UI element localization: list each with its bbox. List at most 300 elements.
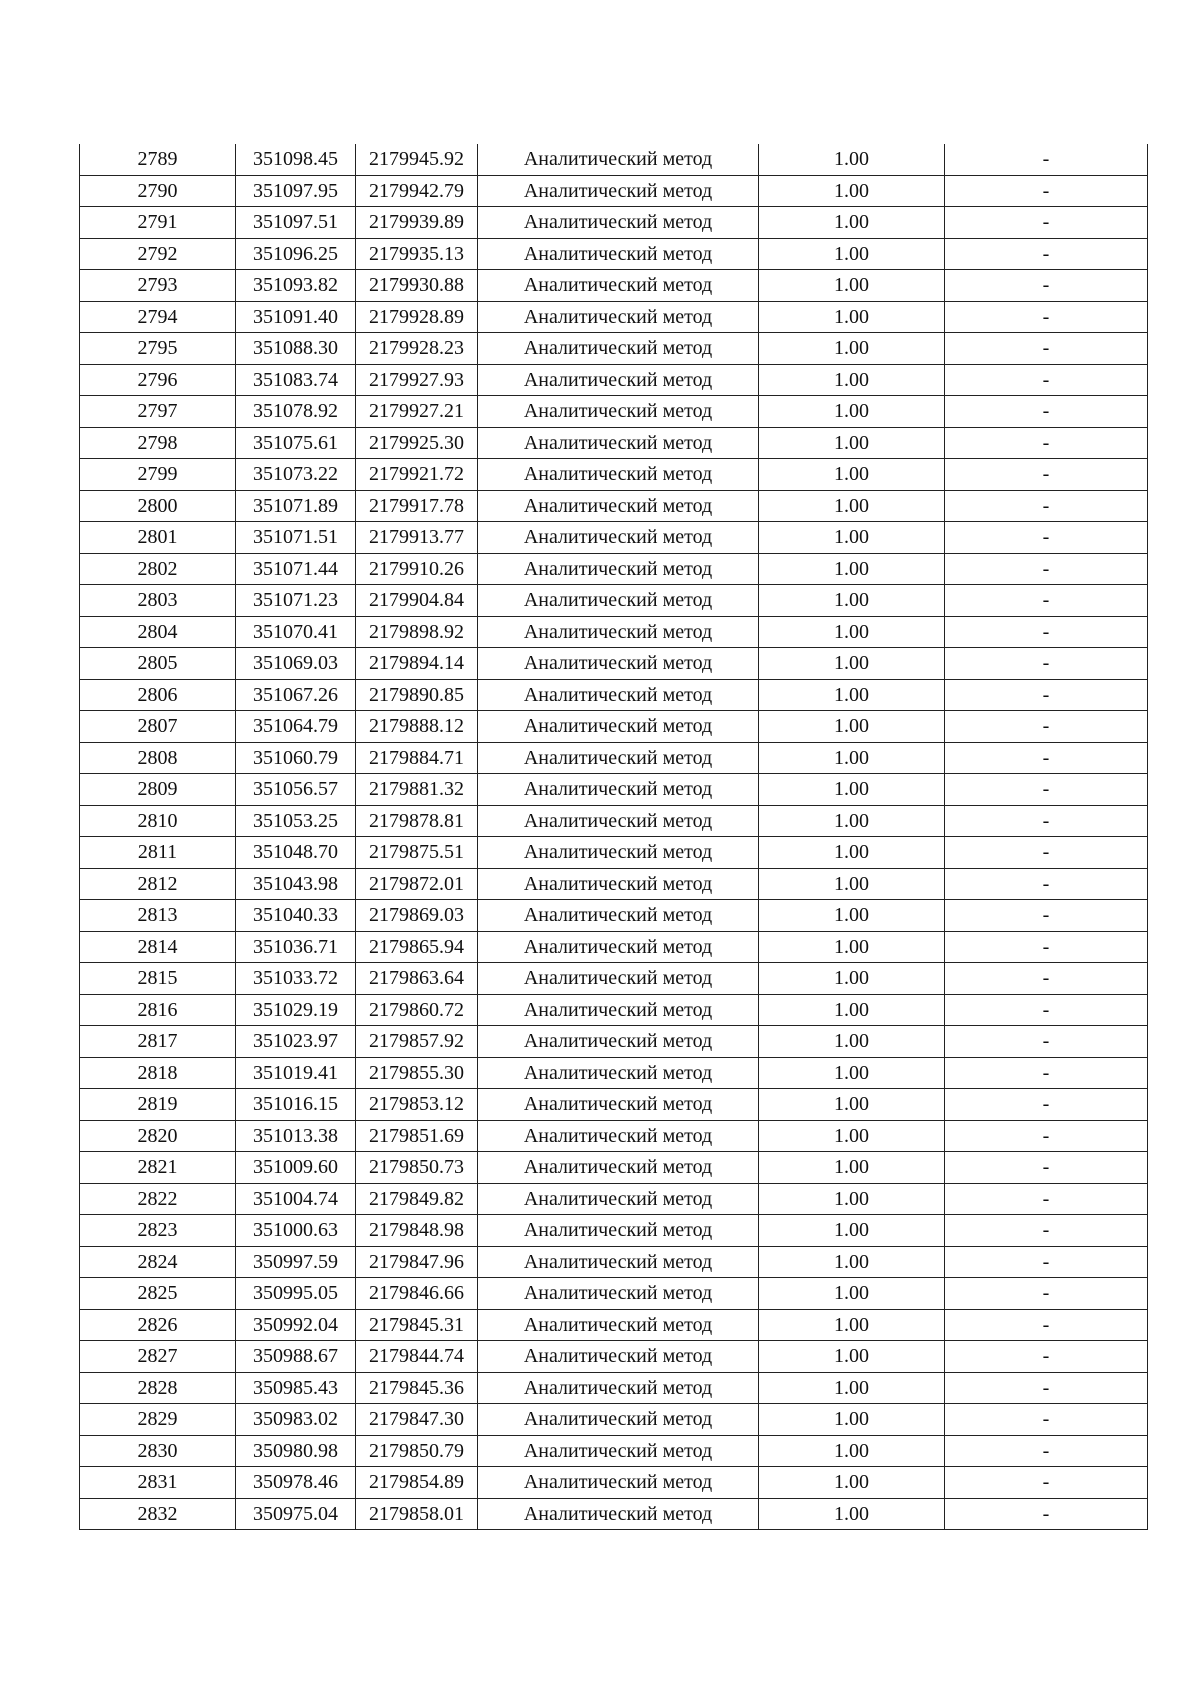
table-row bbox=[80, 711, 1148, 743]
note-cell: - bbox=[945, 1309, 1148, 1341]
method-cell: Аналитический метод bbox=[478, 1404, 759, 1436]
note-cell: - bbox=[945, 1152, 1148, 1184]
table-row bbox=[80, 207, 1148, 239]
x-coordinate-cell: 351043.98 bbox=[236, 868, 356, 900]
y-coordinate-cell: 2179869.03 bbox=[356, 900, 478, 932]
point-number-cell: 2829 bbox=[80, 1404, 236, 1436]
accuracy-cell: 1.00 bbox=[759, 1246, 945, 1278]
accuracy-cell: 1.00 bbox=[759, 1467, 945, 1499]
method-cell: Аналитический метод bbox=[478, 742, 759, 774]
note-cell: - bbox=[945, 238, 1148, 270]
point-number-cell: 2789 bbox=[80, 144, 236, 175]
note-cell: - bbox=[945, 1278, 1148, 1310]
method-cell: Аналитический метод bbox=[478, 1120, 759, 1152]
method-cell: Аналитический метод bbox=[478, 1183, 759, 1215]
y-coordinate-cell: 2179942.79 bbox=[356, 175, 478, 207]
y-coordinate-cell: 2179863.64 bbox=[356, 963, 478, 995]
method-cell: Аналитический метод bbox=[478, 301, 759, 333]
note-cell: - bbox=[945, 1498, 1148, 1530]
note-cell: - bbox=[945, 963, 1148, 995]
y-coordinate-cell: 2179850.79 bbox=[356, 1435, 478, 1467]
method-cell: Аналитический метод bbox=[478, 522, 759, 554]
y-coordinate-cell: 2179865.94 bbox=[356, 931, 478, 963]
method-cell: Аналитический метод bbox=[478, 616, 759, 648]
point-number-cell: 2799 bbox=[80, 459, 236, 491]
y-coordinate-cell: 2179921.72 bbox=[356, 459, 478, 491]
x-coordinate-cell: 351009.60 bbox=[236, 1152, 356, 1184]
method-cell: Аналитический метод bbox=[478, 711, 759, 743]
note-cell: - bbox=[945, 1404, 1148, 1436]
x-coordinate-cell: 351091.40 bbox=[236, 301, 356, 333]
table-row bbox=[80, 585, 1148, 617]
note-cell: - bbox=[945, 1089, 1148, 1121]
method-cell: Аналитический метод bbox=[478, 648, 759, 680]
accuracy-cell: 1.00 bbox=[759, 175, 945, 207]
method-cell: Аналитический метод bbox=[478, 805, 759, 837]
point-number-cell: 2816 bbox=[80, 994, 236, 1026]
method-cell: Аналитический метод bbox=[478, 679, 759, 711]
point-number-cell: 2798 bbox=[80, 427, 236, 459]
note-cell: - bbox=[945, 175, 1148, 207]
method-cell: Аналитический метод bbox=[478, 490, 759, 522]
point-number-cell: 2810 bbox=[80, 805, 236, 837]
accuracy-cell: 1.00 bbox=[759, 238, 945, 270]
method-cell: Аналитический метод bbox=[478, 1467, 759, 1499]
point-number-cell: 2792 bbox=[80, 238, 236, 270]
x-coordinate-cell: 351071.23 bbox=[236, 585, 356, 617]
point-number-cell: 2807 bbox=[80, 711, 236, 743]
y-coordinate-cell: 2179945.92 bbox=[356, 144, 478, 175]
point-number-cell: 2803 bbox=[80, 585, 236, 617]
table-row bbox=[80, 490, 1148, 522]
method-cell: Аналитический метод bbox=[478, 1246, 759, 1278]
y-coordinate-cell: 2179844.74 bbox=[356, 1341, 478, 1373]
note-cell: - bbox=[945, 994, 1148, 1026]
x-coordinate-cell: 351060.79 bbox=[236, 742, 356, 774]
table-row bbox=[80, 364, 1148, 396]
x-coordinate-cell: 351075.61 bbox=[236, 427, 356, 459]
point-number-cell: 2831 bbox=[80, 1467, 236, 1499]
accuracy-cell: 1.00 bbox=[759, 1152, 945, 1184]
accuracy-cell: 1.00 bbox=[759, 1278, 945, 1310]
x-coordinate-cell: 351073.22 bbox=[236, 459, 356, 491]
method-cell: Аналитический метод bbox=[478, 1435, 759, 1467]
y-coordinate-cell: 2179917.78 bbox=[356, 490, 478, 522]
accuracy-cell: 1.00 bbox=[759, 301, 945, 333]
x-coordinate-cell: 351029.19 bbox=[236, 994, 356, 1026]
x-coordinate-cell: 351071.89 bbox=[236, 490, 356, 522]
y-coordinate-cell: 2179939.89 bbox=[356, 207, 478, 239]
method-cell: Аналитический метод bbox=[478, 963, 759, 995]
x-coordinate-cell: 350988.67 bbox=[236, 1341, 356, 1373]
note-cell: - bbox=[945, 868, 1148, 900]
y-coordinate-cell: 2179845.31 bbox=[356, 1309, 478, 1341]
y-coordinate-cell: 2179850.73 bbox=[356, 1152, 478, 1184]
accuracy-cell: 1.00 bbox=[759, 1120, 945, 1152]
accuracy-cell: 1.00 bbox=[759, 1057, 945, 1089]
method-cell: Аналитический метод bbox=[478, 1309, 759, 1341]
x-coordinate-cell: 351053.25 bbox=[236, 805, 356, 837]
accuracy-cell: 1.00 bbox=[759, 1435, 945, 1467]
note-cell: - bbox=[945, 931, 1148, 963]
x-coordinate-cell: 351096.25 bbox=[236, 238, 356, 270]
y-coordinate-cell: 2179847.96 bbox=[356, 1246, 478, 1278]
note-cell: - bbox=[945, 1026, 1148, 1058]
note-cell: - bbox=[945, 837, 1148, 869]
y-coordinate-cell: 2179855.30 bbox=[356, 1057, 478, 1089]
method-cell: Аналитический метод bbox=[478, 396, 759, 428]
accuracy-cell: 1.00 bbox=[759, 963, 945, 995]
table-row bbox=[80, 1404, 1148, 1436]
point-number-cell: 2795 bbox=[80, 333, 236, 365]
x-coordinate-cell: 351048.70 bbox=[236, 837, 356, 869]
method-cell: Аналитический метод bbox=[478, 175, 759, 207]
y-coordinate-cell: 2179910.26 bbox=[356, 553, 478, 585]
method-cell: Аналитический метод bbox=[478, 585, 759, 617]
point-number-cell: 2822 bbox=[80, 1183, 236, 1215]
table-row bbox=[80, 1309, 1148, 1341]
note-cell: - bbox=[945, 427, 1148, 459]
method-cell: Аналитический метод bbox=[478, 333, 759, 365]
table-row bbox=[80, 1341, 1148, 1373]
table-row bbox=[80, 1152, 1148, 1184]
method-cell: Аналитический метод bbox=[478, 931, 759, 963]
y-coordinate-cell: 2179928.89 bbox=[356, 301, 478, 333]
point-number-cell: 2809 bbox=[80, 774, 236, 806]
x-coordinate-cell: 351023.97 bbox=[236, 1026, 356, 1058]
accuracy-cell: 1.00 bbox=[759, 144, 945, 175]
note-cell: - bbox=[945, 490, 1148, 522]
table-row bbox=[80, 994, 1148, 1026]
accuracy-cell: 1.00 bbox=[759, 427, 945, 459]
point-number-cell: 2804 bbox=[80, 616, 236, 648]
method-cell: Аналитический метод bbox=[478, 774, 759, 806]
accuracy-cell: 1.00 bbox=[759, 207, 945, 239]
point-number-cell: 2797 bbox=[80, 396, 236, 428]
table-row bbox=[80, 868, 1148, 900]
y-coordinate-cell: 2179888.12 bbox=[356, 711, 478, 743]
accuracy-cell: 1.00 bbox=[759, 1341, 945, 1373]
table-row bbox=[80, 1057, 1148, 1089]
method-cell: Аналитический метод bbox=[478, 1026, 759, 1058]
x-coordinate-cell: 350992.04 bbox=[236, 1309, 356, 1341]
method-cell: Аналитический метод bbox=[478, 868, 759, 900]
method-cell: Аналитический метод bbox=[478, 1057, 759, 1089]
y-coordinate-cell: 2179851.69 bbox=[356, 1120, 478, 1152]
y-coordinate-cell: 2179878.81 bbox=[356, 805, 478, 837]
accuracy-cell: 1.00 bbox=[759, 1089, 945, 1121]
x-coordinate-cell: 351067.26 bbox=[236, 679, 356, 711]
method-cell: Аналитический метод bbox=[478, 207, 759, 239]
point-number-cell: 2791 bbox=[80, 207, 236, 239]
x-coordinate-cell: 351019.41 bbox=[236, 1057, 356, 1089]
y-coordinate-cell: 2179898.92 bbox=[356, 616, 478, 648]
note-cell: - bbox=[945, 396, 1148, 428]
y-coordinate-cell: 2179845.36 bbox=[356, 1372, 478, 1404]
method-cell: Аналитический метод bbox=[478, 1152, 759, 1184]
accuracy-cell: 1.00 bbox=[759, 396, 945, 428]
note-cell: - bbox=[945, 522, 1148, 554]
point-number-cell: 2823 bbox=[80, 1215, 236, 1247]
accuracy-cell: 1.00 bbox=[759, 1309, 945, 1341]
x-coordinate-cell: 350983.02 bbox=[236, 1404, 356, 1436]
note-cell: - bbox=[945, 1341, 1148, 1373]
table-row bbox=[80, 1026, 1148, 1058]
accuracy-cell: 1.00 bbox=[759, 553, 945, 585]
accuracy-cell: 1.00 bbox=[759, 1404, 945, 1436]
y-coordinate-cell: 2179854.89 bbox=[356, 1467, 478, 1499]
method-cell: Аналитический метод bbox=[478, 1089, 759, 1121]
note-cell: - bbox=[945, 1435, 1148, 1467]
point-number-cell: 2819 bbox=[80, 1089, 236, 1121]
x-coordinate-cell: 351033.72 bbox=[236, 963, 356, 995]
note-cell: - bbox=[945, 1372, 1148, 1404]
x-coordinate-cell: 351013.38 bbox=[236, 1120, 356, 1152]
method-cell: Аналитический метод bbox=[478, 1341, 759, 1373]
x-coordinate-cell: 351064.79 bbox=[236, 711, 356, 743]
table-row bbox=[80, 1089, 1148, 1121]
table-row bbox=[80, 679, 1148, 711]
method-cell: Аналитический метод bbox=[478, 364, 759, 396]
note-cell: - bbox=[945, 1246, 1148, 1278]
accuracy-cell: 1.00 bbox=[759, 648, 945, 680]
note-cell: - bbox=[945, 207, 1148, 239]
point-number-cell: 2790 bbox=[80, 175, 236, 207]
table-row bbox=[80, 459, 1148, 491]
table-row bbox=[80, 1435, 1148, 1467]
note-cell: - bbox=[945, 648, 1148, 680]
table-row bbox=[80, 900, 1148, 932]
x-coordinate-cell: 351098.45 bbox=[236, 144, 356, 175]
accuracy-cell: 1.00 bbox=[759, 333, 945, 365]
accuracy-cell: 1.00 bbox=[759, 994, 945, 1026]
point-number-cell: 2827 bbox=[80, 1341, 236, 1373]
x-coordinate-cell: 351097.95 bbox=[236, 175, 356, 207]
point-number-cell: 2806 bbox=[80, 679, 236, 711]
x-coordinate-cell: 351016.15 bbox=[236, 1089, 356, 1121]
accuracy-cell: 1.00 bbox=[759, 522, 945, 554]
accuracy-cell: 1.00 bbox=[759, 805, 945, 837]
x-coordinate-cell: 351000.63 bbox=[236, 1215, 356, 1247]
y-coordinate-cell: 2179849.82 bbox=[356, 1183, 478, 1215]
point-number-cell: 2830 bbox=[80, 1435, 236, 1467]
note-cell: - bbox=[945, 616, 1148, 648]
table-row bbox=[80, 396, 1148, 428]
x-coordinate-cell: 351083.74 bbox=[236, 364, 356, 396]
point-number-cell: 2805 bbox=[80, 648, 236, 680]
accuracy-cell: 1.00 bbox=[759, 585, 945, 617]
accuracy-cell: 1.00 bbox=[759, 868, 945, 900]
table-row bbox=[80, 616, 1148, 648]
x-coordinate-cell: 351071.44 bbox=[236, 553, 356, 585]
x-coordinate-cell: 350985.43 bbox=[236, 1372, 356, 1404]
method-cell: Аналитический метод bbox=[478, 144, 759, 175]
accuracy-cell: 1.00 bbox=[759, 1498, 945, 1530]
note-cell: - bbox=[945, 742, 1148, 774]
table-row bbox=[80, 1467, 1148, 1499]
note-cell: - bbox=[945, 1183, 1148, 1215]
note-cell: - bbox=[945, 585, 1148, 617]
y-coordinate-cell: 2179853.12 bbox=[356, 1089, 478, 1121]
coordinates-table bbox=[79, 144, 1148, 1530]
table-row bbox=[80, 648, 1148, 680]
y-coordinate-cell: 2179935.13 bbox=[356, 238, 478, 270]
accuracy-cell: 1.00 bbox=[759, 364, 945, 396]
table-row bbox=[80, 333, 1148, 365]
table-row bbox=[80, 553, 1148, 585]
y-coordinate-cell: 2179857.92 bbox=[356, 1026, 478, 1058]
point-number-cell: 2818 bbox=[80, 1057, 236, 1089]
y-coordinate-cell: 2179930.88 bbox=[356, 270, 478, 302]
note-cell: - bbox=[945, 301, 1148, 333]
note-cell: - bbox=[945, 144, 1148, 175]
accuracy-cell: 1.00 bbox=[759, 490, 945, 522]
y-coordinate-cell: 2179904.84 bbox=[356, 585, 478, 617]
accuracy-cell: 1.00 bbox=[759, 742, 945, 774]
point-number-cell: 2825 bbox=[80, 1278, 236, 1310]
table-row bbox=[80, 144, 1148, 175]
point-number-cell: 2815 bbox=[80, 963, 236, 995]
y-coordinate-cell: 2179928.23 bbox=[356, 333, 478, 365]
point-number-cell: 2800 bbox=[80, 490, 236, 522]
note-cell: - bbox=[945, 711, 1148, 743]
y-coordinate-cell: 2179927.93 bbox=[356, 364, 478, 396]
table-row bbox=[80, 522, 1148, 554]
note-cell: - bbox=[945, 364, 1148, 396]
method-cell: Аналитический метод bbox=[478, 270, 759, 302]
x-coordinate-cell: 351036.71 bbox=[236, 931, 356, 963]
method-cell: Аналитический метод bbox=[478, 427, 759, 459]
y-coordinate-cell: 2179925.30 bbox=[356, 427, 478, 459]
point-number-cell: 2796 bbox=[80, 364, 236, 396]
accuracy-cell: 1.00 bbox=[759, 1183, 945, 1215]
x-coordinate-cell: 351070.41 bbox=[236, 616, 356, 648]
accuracy-cell: 1.00 bbox=[759, 711, 945, 743]
table-row bbox=[80, 837, 1148, 869]
method-cell: Аналитический метод bbox=[478, 238, 759, 270]
y-coordinate-cell: 2179890.85 bbox=[356, 679, 478, 711]
note-cell: - bbox=[945, 1467, 1148, 1499]
table-row bbox=[80, 270, 1148, 302]
point-number-cell: 2813 bbox=[80, 900, 236, 932]
table-row bbox=[80, 1278, 1148, 1310]
note-cell: - bbox=[945, 1057, 1148, 1089]
y-coordinate-cell: 2179913.77 bbox=[356, 522, 478, 554]
x-coordinate-cell: 351088.30 bbox=[236, 333, 356, 365]
accuracy-cell: 1.00 bbox=[759, 616, 945, 648]
note-cell: - bbox=[945, 805, 1148, 837]
y-coordinate-cell: 2179847.30 bbox=[356, 1404, 478, 1436]
accuracy-cell: 1.00 bbox=[759, 774, 945, 806]
point-number-cell: 2811 bbox=[80, 837, 236, 869]
x-coordinate-cell: 350997.59 bbox=[236, 1246, 356, 1278]
method-cell: Аналитический метод bbox=[478, 459, 759, 491]
y-coordinate-cell: 2179860.72 bbox=[356, 994, 478, 1026]
point-number-cell: 2812 bbox=[80, 868, 236, 900]
table-row bbox=[80, 1215, 1148, 1247]
x-coordinate-cell: 351056.57 bbox=[236, 774, 356, 806]
y-coordinate-cell: 2179881.32 bbox=[356, 774, 478, 806]
note-cell: - bbox=[945, 333, 1148, 365]
table-row bbox=[80, 427, 1148, 459]
coordinates-table-body bbox=[80, 144, 1148, 1530]
note-cell: - bbox=[945, 1215, 1148, 1247]
note-cell: - bbox=[945, 270, 1148, 302]
x-coordinate-cell: 351040.33 bbox=[236, 900, 356, 932]
y-coordinate-cell: 2179846.66 bbox=[356, 1278, 478, 1310]
y-coordinate-cell: 2179894.14 bbox=[356, 648, 478, 680]
method-cell: Аналитический метод bbox=[478, 553, 759, 585]
method-cell: Аналитический метод bbox=[478, 837, 759, 869]
point-number-cell: 2824 bbox=[80, 1246, 236, 1278]
note-cell: - bbox=[945, 900, 1148, 932]
x-coordinate-cell: 351069.03 bbox=[236, 648, 356, 680]
point-number-cell: 2793 bbox=[80, 270, 236, 302]
table-row bbox=[80, 805, 1148, 837]
x-coordinate-cell: 350995.05 bbox=[236, 1278, 356, 1310]
point-number-cell: 2808 bbox=[80, 742, 236, 774]
accuracy-cell: 1.00 bbox=[759, 837, 945, 869]
table-row bbox=[80, 238, 1148, 270]
method-cell: Аналитический метод bbox=[478, 1278, 759, 1310]
point-number-cell: 2828 bbox=[80, 1372, 236, 1404]
table-row bbox=[80, 1498, 1148, 1530]
y-coordinate-cell: 2179875.51 bbox=[356, 837, 478, 869]
table-row bbox=[80, 1372, 1148, 1404]
x-coordinate-cell: 351097.51 bbox=[236, 207, 356, 239]
point-number-cell: 2814 bbox=[80, 931, 236, 963]
table-row bbox=[80, 175, 1148, 207]
y-coordinate-cell: 2179927.21 bbox=[356, 396, 478, 428]
x-coordinate-cell: 351093.82 bbox=[236, 270, 356, 302]
point-number-cell: 2832 bbox=[80, 1498, 236, 1530]
y-coordinate-cell: 2179848.98 bbox=[356, 1215, 478, 1247]
note-cell: - bbox=[945, 774, 1148, 806]
table-row bbox=[80, 301, 1148, 333]
accuracy-cell: 1.00 bbox=[759, 459, 945, 491]
point-number-cell: 2802 bbox=[80, 553, 236, 585]
table-row bbox=[80, 1120, 1148, 1152]
method-cell: Аналитический метод bbox=[478, 994, 759, 1026]
x-coordinate-cell: 350980.98 bbox=[236, 1435, 356, 1467]
point-number-cell: 2794 bbox=[80, 301, 236, 333]
point-number-cell: 2801 bbox=[80, 522, 236, 554]
y-coordinate-cell: 2179858.01 bbox=[356, 1498, 478, 1530]
point-number-cell: 2820 bbox=[80, 1120, 236, 1152]
method-cell: Аналитический метод bbox=[478, 1498, 759, 1530]
accuracy-cell: 1.00 bbox=[759, 679, 945, 711]
table-row bbox=[80, 931, 1148, 963]
note-cell: - bbox=[945, 1120, 1148, 1152]
note-cell: - bbox=[945, 553, 1148, 585]
note-cell: - bbox=[945, 679, 1148, 711]
table-row bbox=[80, 963, 1148, 995]
accuracy-cell: 1.00 bbox=[759, 900, 945, 932]
y-coordinate-cell: 2179872.01 bbox=[356, 868, 478, 900]
accuracy-cell: 1.00 bbox=[759, 931, 945, 963]
x-coordinate-cell: 350975.04 bbox=[236, 1498, 356, 1530]
method-cell: Аналитический метод bbox=[478, 1215, 759, 1247]
x-coordinate-cell: 351004.74 bbox=[236, 1183, 356, 1215]
table-row bbox=[80, 1183, 1148, 1215]
table-row bbox=[80, 774, 1148, 806]
accuracy-cell: 1.00 bbox=[759, 1026, 945, 1058]
note-cell: - bbox=[945, 459, 1148, 491]
method-cell: Аналитический метод bbox=[478, 900, 759, 932]
y-coordinate-cell: 2179884.71 bbox=[356, 742, 478, 774]
point-number-cell: 2817 bbox=[80, 1026, 236, 1058]
x-coordinate-cell: 351078.92 bbox=[236, 396, 356, 428]
